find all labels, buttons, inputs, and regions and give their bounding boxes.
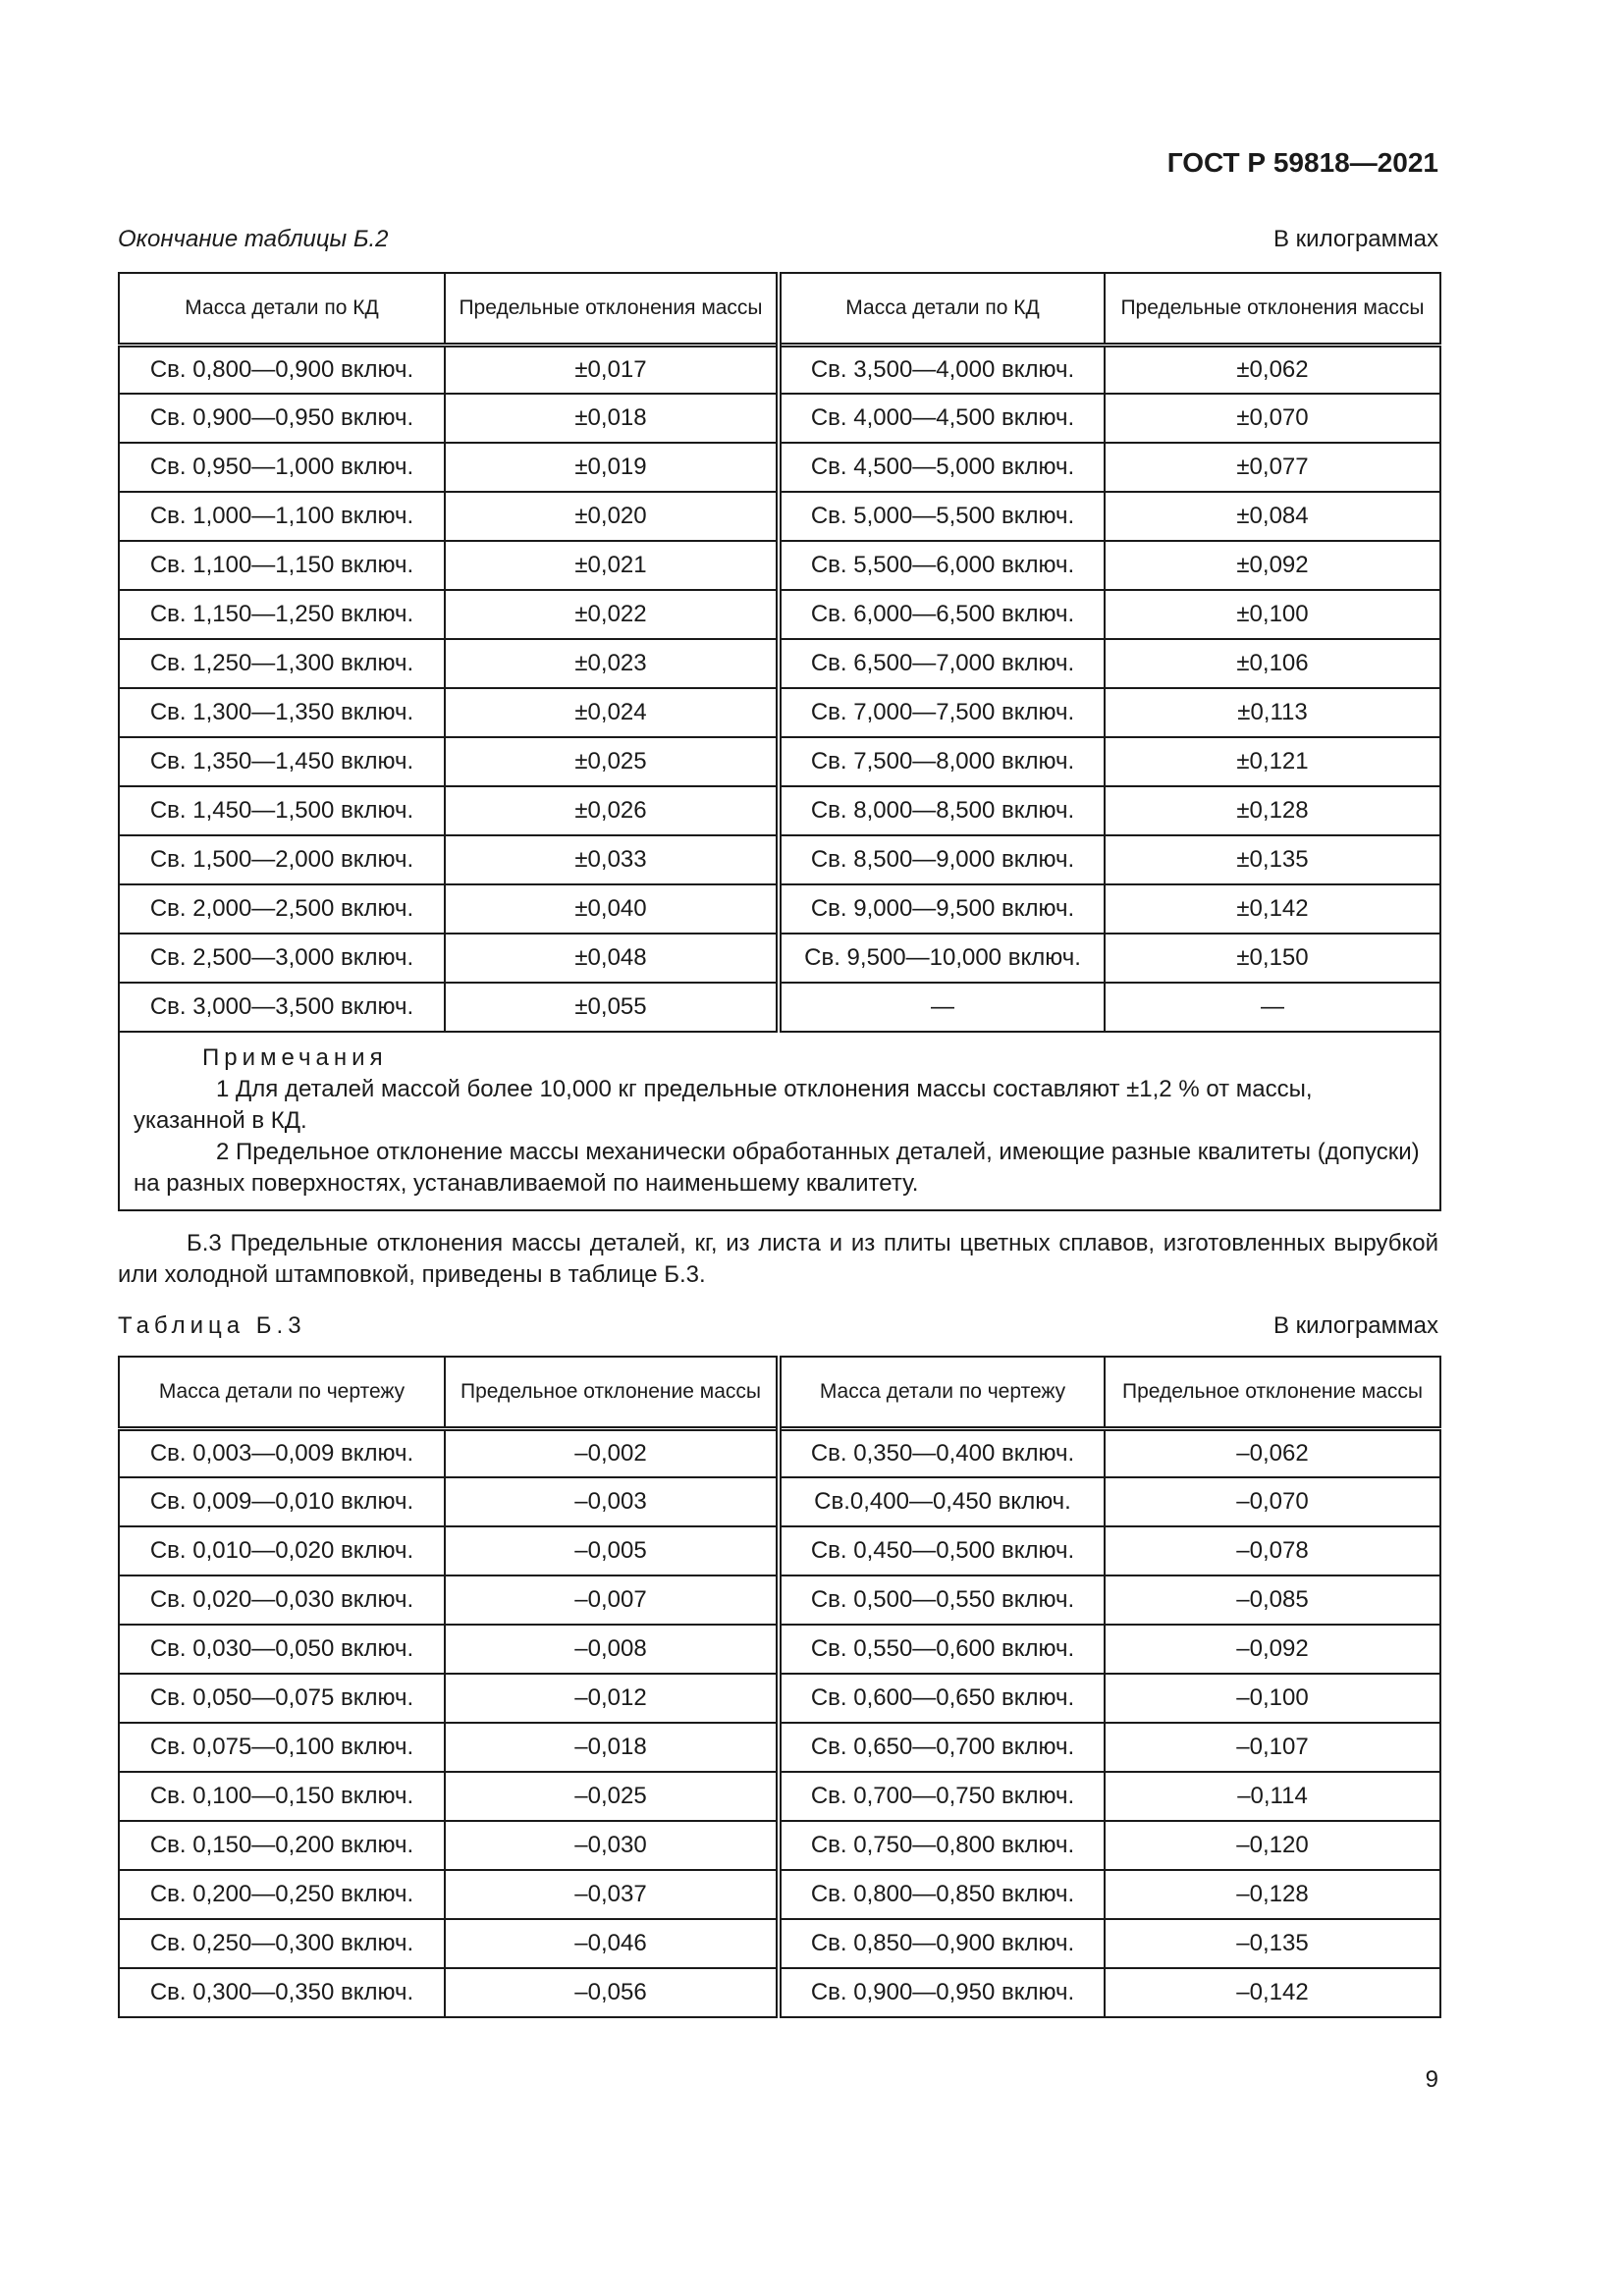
table-cell: ±0,062 <box>1105 345 1440 394</box>
table-cell: Св. 4,000—4,500 включ. <box>779 394 1105 443</box>
table-cell: Св. 8,500—9,000 включ. <box>779 835 1105 884</box>
table-cell: –0,128 <box>1105 1870 1440 1919</box>
table-cell: –0,037 <box>445 1870 779 1919</box>
table-cell: ±0,135 <box>1105 835 1440 884</box>
table-b3 <box>118 1356 1441 2018</box>
table-row <box>119 1821 1440 1870</box>
table-cell: –0,046 <box>445 1919 779 1968</box>
table-row <box>119 1526 1440 1575</box>
table-cell: — <box>1105 983 1440 1032</box>
table-cell: Св. 0,030—0,050 включ. <box>119 1625 445 1674</box>
table-cell: Св. 0,600—0,650 включ. <box>779 1674 1105 1723</box>
table-cell: ±0,077 <box>1105 443 1440 492</box>
table-cell: Св. 0,300—0,350 включ. <box>119 1968 445 2017</box>
table-cell: –0,030 <box>445 1821 779 1870</box>
table-row <box>119 688 1440 737</box>
table-cell: Св. 0,950—1,000 включ. <box>119 443 445 492</box>
table-cell: Св. 0,500—0,550 включ. <box>779 1575 1105 1625</box>
table-cell: Св. 1,250—1,300 включ. <box>119 639 445 688</box>
table-row <box>119 934 1440 983</box>
table-row <box>119 394 1440 443</box>
table-b3-header-cell: Предельное отклонение массы <box>445 1357 779 1428</box>
table-cell: Св. 0,100—0,150 включ. <box>119 1772 445 1821</box>
table-cell: –0,003 <box>445 1477 779 1526</box>
table-cell: ±0,048 <box>445 934 779 983</box>
table-row <box>119 884 1440 934</box>
table-cell: Св. 0,750—0,800 включ. <box>779 1821 1105 1870</box>
table-cell: Св. 3,000—3,500 включ. <box>119 983 445 1032</box>
table-cell: Св. 0,350—0,400 включ. <box>779 1428 1105 1477</box>
table-cell: –0,107 <box>1105 1723 1440 1772</box>
table-cell: –0,085 <box>1105 1575 1440 1625</box>
table-cell: Св. 1,300—1,350 включ. <box>119 688 445 737</box>
table-cell: Св. 1,350—1,450 включ. <box>119 737 445 786</box>
table-cell: Св. 1,000—1,100 включ. <box>119 492 445 541</box>
table-cell: Св. 6,000—6,500 включ. <box>779 590 1105 639</box>
table-cell: Св. 0,050—0,075 включ. <box>119 1674 445 1723</box>
table-b2-caption-row <box>118 226 1438 253</box>
table-cell: Св. 0,150—0,200 включ. <box>119 1821 445 1870</box>
table-cell: ±0,106 <box>1105 639 1440 688</box>
table-row <box>119 1575 1440 1625</box>
paragraph-b3: Б.3 Предельные отклонения массы деталей, кг, из листа и из плиты цветных сплавов, изготовленных вырубкой или холодной штамповкой, приведены в таблице Б.3. <box>118 1230 1438 1288</box>
table-cell: ±0,070 <box>1105 394 1440 443</box>
table-b2 <box>118 272 1441 1211</box>
table-row <box>119 1477 1440 1526</box>
table-cell: –0,120 <box>1105 1821 1440 1870</box>
table-cell: –0,025 <box>445 1772 779 1821</box>
table-cell: Св. 0,003—0,009 включ. <box>119 1428 445 1477</box>
table-cell: Св. 1,450—1,500 включ. <box>119 786 445 835</box>
table-cell: Св. 0,800—0,850 включ. <box>779 1870 1105 1919</box>
table-cell: Св. 0,800—0,900 включ. <box>119 345 445 394</box>
note-2: 2 Предельное отклонение массы механически обработанных деталей, имеющие разные квалитеты (допуски) на разных поверхностях, устанавливаемой по наименьшему квалитету. <box>134 1139 1420 1197</box>
table-b2-header-cell: Предельные отклонения массы <box>445 273 779 345</box>
table-b2-header-cell: Масса детали по КД <box>779 273 1105 345</box>
table-b2-notes-row <box>119 1032 1440 1210</box>
table-cell: ±0,023 <box>445 639 779 688</box>
table-cell: ±0,019 <box>445 443 779 492</box>
table-cell: –0,012 <box>445 1674 779 1723</box>
notes-title: Примечания <box>202 1044 388 1071</box>
table-row <box>119 590 1440 639</box>
table-cell: Св. 2,000—2,500 включ. <box>119 884 445 934</box>
table-cell: ±0,092 <box>1105 541 1440 590</box>
table-cell: –0,092 <box>1105 1625 1440 1674</box>
table-cell: Св. 0,900—0,950 включ. <box>119 394 445 443</box>
table-cell: –0,142 <box>1105 1968 1440 2017</box>
table-cell: Св. 5,500—6,000 включ. <box>779 541 1105 590</box>
table-b2-unit: В килограммах <box>1273 226 1438 252</box>
table-cell: Св. 7,500—8,000 включ. <box>779 737 1105 786</box>
table-cell: ±0,025 <box>445 737 779 786</box>
table-cell: –0,018 <box>445 1723 779 1772</box>
document-code: ГОСТ Р 59818—2021 <box>1166 147 1438 178</box>
table-row <box>119 443 1440 492</box>
table-cell: –0,002 <box>445 1428 779 1477</box>
table-cell: –0,070 <box>1105 1477 1440 1526</box>
table-b2-header-row <box>119 273 1440 345</box>
table-cell: Св. 0,010—0,020 включ. <box>119 1526 445 1575</box>
table-cell: Св. 1,100—1,150 включ. <box>119 541 445 590</box>
table-cell: ±0,150 <box>1105 934 1440 983</box>
table-cell: ±0,026 <box>445 786 779 835</box>
table-row <box>119 1919 1440 1968</box>
table-cell: ±0,128 <box>1105 786 1440 835</box>
table-b3-caption-row <box>118 1312 1438 1340</box>
table-cell: Св. 7,000—7,500 включ. <box>779 688 1105 737</box>
table-cell: ±0,040 <box>445 884 779 934</box>
table-row <box>119 835 1440 884</box>
table-cell: ±0,024 <box>445 688 779 737</box>
table-cell: ±0,055 <box>445 983 779 1032</box>
table-cell: –0,062 <box>1105 1428 1440 1477</box>
table-cell: ±0,121 <box>1105 737 1440 786</box>
table-cell: Св. 4,500—5,000 включ. <box>779 443 1105 492</box>
table-row <box>119 786 1440 835</box>
table-row <box>119 1674 1440 1723</box>
table-b3-header-cell: Предельное отклонение массы <box>1105 1357 1440 1428</box>
table-b3-header-cell: Масса детали по чертежу <box>779 1357 1105 1428</box>
table-cell: Св. 6,500—7,000 включ. <box>779 639 1105 688</box>
table-b2-header-cell: Масса детали по КД <box>119 273 445 345</box>
table-cell: Св. 0,250—0,300 включ. <box>119 1919 445 1968</box>
table-cell: ±0,018 <box>445 394 779 443</box>
table-cell: — <box>779 983 1105 1032</box>
table-b2-header-cell: Предельные отклонения массы <box>1105 273 1440 345</box>
table-cell: Св. 1,150—1,250 включ. <box>119 590 445 639</box>
table-row <box>119 1870 1440 1919</box>
table-cell: –0,007 <box>445 1575 779 1625</box>
table-cell: Св. 9,000—9,500 включ. <box>779 884 1105 934</box>
table-cell: ±0,017 <box>445 345 779 394</box>
table-cell: ±0,022 <box>445 590 779 639</box>
table-b3-caption: Таблица Б.3 <box>118 1312 306 1339</box>
table-cell: ±0,113 <box>1105 688 1440 737</box>
table-cell: –0,135 <box>1105 1919 1440 1968</box>
table-row <box>119 1968 1440 2017</box>
table-cell: –0,100 <box>1105 1674 1440 1723</box>
table-cell: Св. 3,500—4,000 включ. <box>779 345 1105 394</box>
table-cell: ±0,021 <box>445 541 779 590</box>
table-cell: ±0,020 <box>445 492 779 541</box>
table-cell: Св. 0,650—0,700 включ. <box>779 1723 1105 1772</box>
table-cell: Св. 2,500—3,000 включ. <box>119 934 445 983</box>
table-cell: –0,005 <box>445 1526 779 1575</box>
table-cell: Св. 0,075—0,100 включ. <box>119 1723 445 1772</box>
table-row <box>119 1625 1440 1674</box>
table-row <box>119 345 1440 394</box>
table-cell: Св. 1,500—2,000 включ. <box>119 835 445 884</box>
table-cell: Св. 0,550—0,600 включ. <box>779 1625 1105 1674</box>
table-row <box>119 639 1440 688</box>
table-cell: Св. 0,700—0,750 включ. <box>779 1772 1105 1821</box>
table-cell: –0,078 <box>1105 1526 1440 1575</box>
table-row <box>119 1723 1440 1772</box>
table-cell: Св. 0,020—0,030 включ. <box>119 1575 445 1625</box>
table-b3-header-cell: Масса детали по чертежу <box>119 1357 445 1428</box>
table-b3-unit: В килограммах <box>1273 1312 1438 1339</box>
table-cell: Св. 0,200—0,250 включ. <box>119 1870 445 1919</box>
table-row <box>119 983 1440 1032</box>
table-row <box>119 1772 1440 1821</box>
table-cell: Св. 5,000—5,500 включ. <box>779 492 1105 541</box>
table-b2-notes <box>119 1032 1440 1210</box>
table-cell: –0,114 <box>1105 1772 1440 1821</box>
table-row <box>119 492 1440 541</box>
table-cell: –0,056 <box>445 1968 779 2017</box>
table-cell: Св. 0,450—0,500 включ. <box>779 1526 1105 1575</box>
page-number: 9 <box>1425 2066 1438 2093</box>
table-cell: Св. 0,850—0,900 включ. <box>779 1919 1105 1968</box>
table-b2-caption: Окончание таблицы Б.2 <box>118 226 389 252</box>
note-1: 1 Для деталей массой более 10,000 кг предельные отклонения массы составляют ±1,2 % от массы, указанной в КД. <box>134 1076 1313 1134</box>
table-cell: Св. 8,000—8,500 включ. <box>779 786 1105 835</box>
table-cell: Св. 0,900—0,950 включ. <box>779 1968 1105 2017</box>
table-row <box>119 541 1440 590</box>
table-row <box>119 1428 1440 1477</box>
table-b3-header-row <box>119 1357 1440 1428</box>
table-cell: Св. 9,500—10,000 включ. <box>779 934 1105 983</box>
table-cell: Св. 0,009—0,010 включ. <box>119 1477 445 1526</box>
table-cell: Св.0,400—0,450 включ. <box>779 1477 1105 1526</box>
table-cell: ±0,033 <box>445 835 779 884</box>
table-cell: ±0,084 <box>1105 492 1440 541</box>
table-cell: –0,008 <box>445 1625 779 1674</box>
table-cell: ±0,142 <box>1105 884 1440 934</box>
table-row <box>119 737 1440 786</box>
table-cell: ±0,100 <box>1105 590 1440 639</box>
